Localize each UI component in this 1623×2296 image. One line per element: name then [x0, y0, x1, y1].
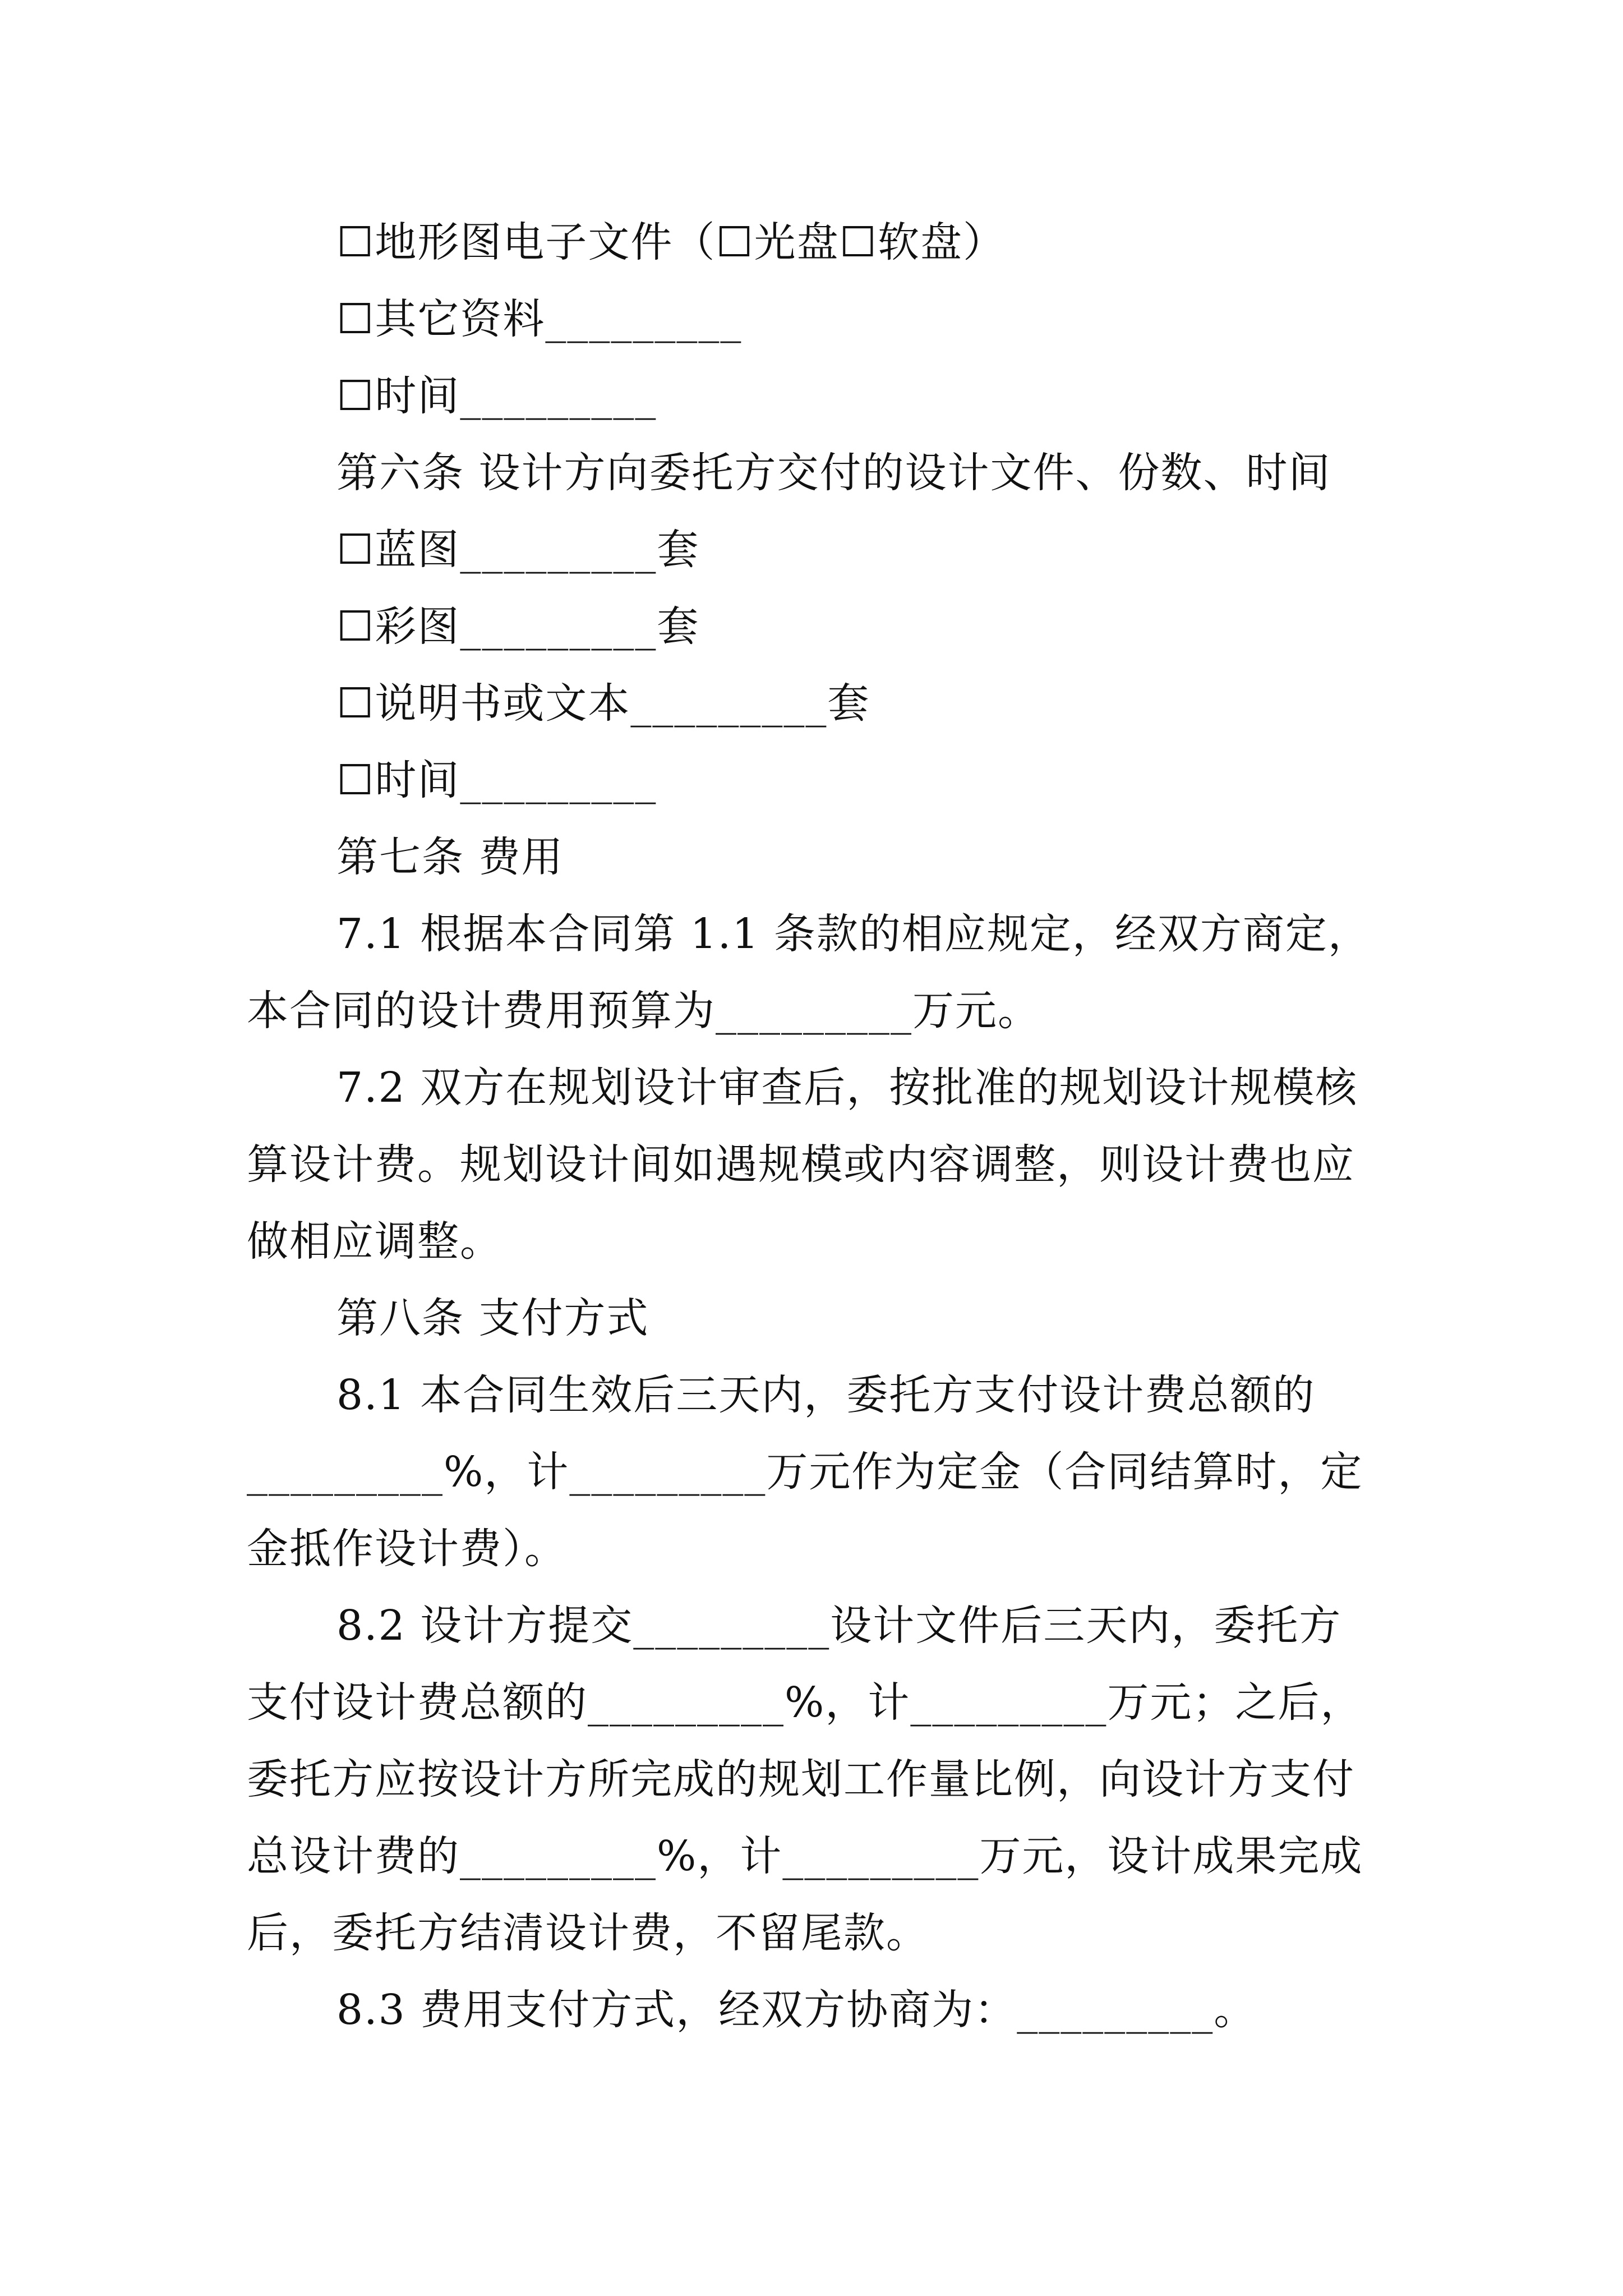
text-line-3: ☐时间_________: [336, 372, 657, 420]
text-line-14: 做相应调整。: [247, 1217, 502, 1266]
text-line-6: ☐彩图_________套: [336, 602, 700, 651]
text-line-5: ☐蓝图_________套: [336, 526, 700, 574]
article-7-heading: 第七条 费用: [336, 833, 564, 881]
text-line-12: 7.2 双方在规划设计审查后，按批准的规划设计规模核: [336, 1064, 1358, 1112]
text-line-20: 支付设计费总额的_________%，计_________万元；之后，: [247, 1678, 1363, 1727]
text-line-23: 后，委托方结清设计费，不留尾款。: [247, 1909, 929, 1957]
text-line-11: 本合同的设计费用预算为_________万元。: [247, 987, 1040, 1035]
text-line-13: 算设计费。规划设计间如遇规模或内容调整，则设计费也应: [247, 1140, 1355, 1189]
article-6-heading: 第六条 设计方向委托方交付的设计文件、份数、时间: [336, 449, 1331, 497]
text-line-8: ☐时间_________: [336, 756, 657, 804]
text-line-7: ☐说明书或文本_________套: [336, 679, 870, 728]
text-line-19: 8.2 设计方提交_________设计文件后三天内，委托方: [336, 1602, 1342, 1650]
text-line-17: _________%，计_________万元作为定金（合同结算时，定: [247, 1448, 1363, 1496]
text-line-18: 金抵作设计费）。: [247, 1525, 567, 1573]
text-line-1: ☐地形图电子文件（☐光盘☐软盘）: [336, 218, 1006, 266]
text-line-22: 总设计费的_________%，计_________万元，设计成果完成: [247, 1832, 1363, 1880]
text-line-16: 8.1 本合同生效后三天内，委托方支付设计费总额的: [336, 1371, 1316, 1419]
text-line-2: ☐其它资料_________: [336, 295, 743, 343]
text-line-24: 8.3 费用支付方式，经双方协商为：_________。: [336, 1986, 1257, 2034]
text-line-21: 委托方应按设计方所完成的规划工作量比例，向设计方支付: [247, 1755, 1355, 1803]
text-line-10: 7.1 根据本合同第 1.1 条款的相应规定，经双方商定，: [336, 910, 1371, 958]
article-8-heading: 第八条 支付方式: [336, 1294, 649, 1342]
